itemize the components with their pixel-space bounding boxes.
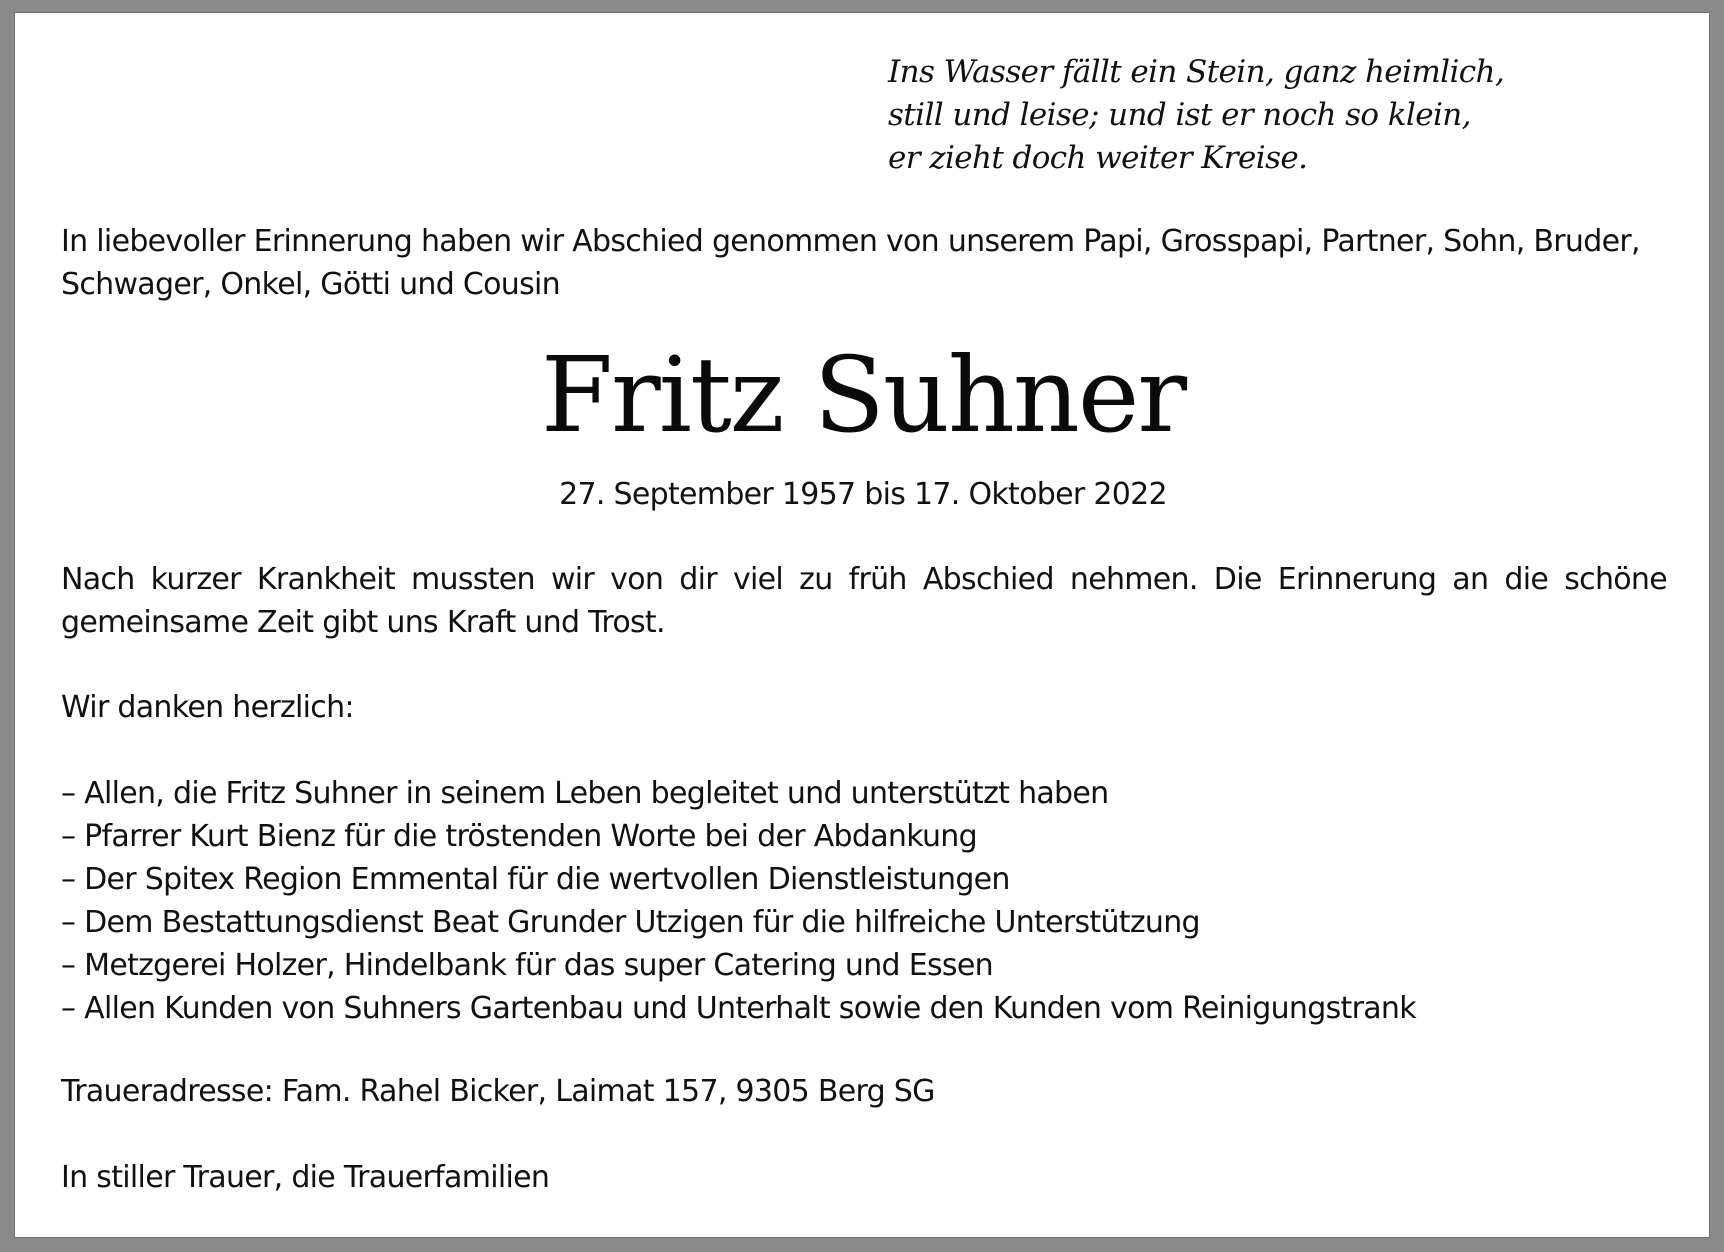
life-dates: 27. September 1957 bis 17. Oktober 2022 bbox=[559, 477, 1167, 512]
farewell-paragraph: Nach kurzer Krankheit mussten wir von dir viel zu früh Abschied nehmen. Die Erinnerung an die schöne gemeinsame Zeit gibt uns Kraft und Trost. bbox=[61, 562, 1667, 640]
poem-line: Ins Wasser fällt ein Stein, ganz heimlich, bbox=[888, 54, 1505, 90]
intro-text: In liebevoller Erinnerung haben wir Abschied genommen von unserem Papi, Grosspapi, Partner, Sohn, Bruder, Schwager, Onkel, Götti und Cousin bbox=[61, 224, 1640, 302]
poem-line: still und leise; und ist er noch so klein, bbox=[888, 97, 1471, 133]
thanks-item: – Metzgerei Holzer, Hindelbank für das super Catering und Essen bbox=[61, 948, 993, 983]
mourning-address: Traueradresse: Fam. Rahel Bicker, Laimat 157, 9305 Berg SG bbox=[61, 1074, 935, 1109]
thanks-item: – Der Spitex Region Emmental für die wertvollen Dienstleistungen bbox=[61, 862, 1010, 897]
thanks-item: – Allen, die Fritz Suhner in seinem Leben begleitet und unterstützt haben bbox=[61, 776, 1109, 811]
thanks-heading: Wir danken herzlich: bbox=[61, 690, 354, 725]
thanks-item: – Allen Kunden von Suhners Gartenbau und Unterhalt sowie den Kunden vom Reinigungstrank bbox=[61, 991, 1416, 1026]
thanks-item: – Pfarrer Kurt Bienz für die tröstenden Worte bei der Abdankung bbox=[61, 819, 977, 854]
closing-line: In stiller Trauer, die Trauerfamilien bbox=[61, 1160, 550, 1195]
thanks-item: – Dem Bestattungsdienst Beat Grunder Utzigen für die hilfreiche Unterstützung bbox=[61, 905, 1200, 940]
poem-quote bbox=[888, 51, 1608, 180]
thanks-list bbox=[61, 772, 1416, 1030]
deceased-name: Fritz Suhner bbox=[540, 334, 1186, 456]
obituary-card bbox=[14, 12, 1710, 1238]
poem-line: er zieht doch weiter Kreise. bbox=[888, 140, 1308, 176]
